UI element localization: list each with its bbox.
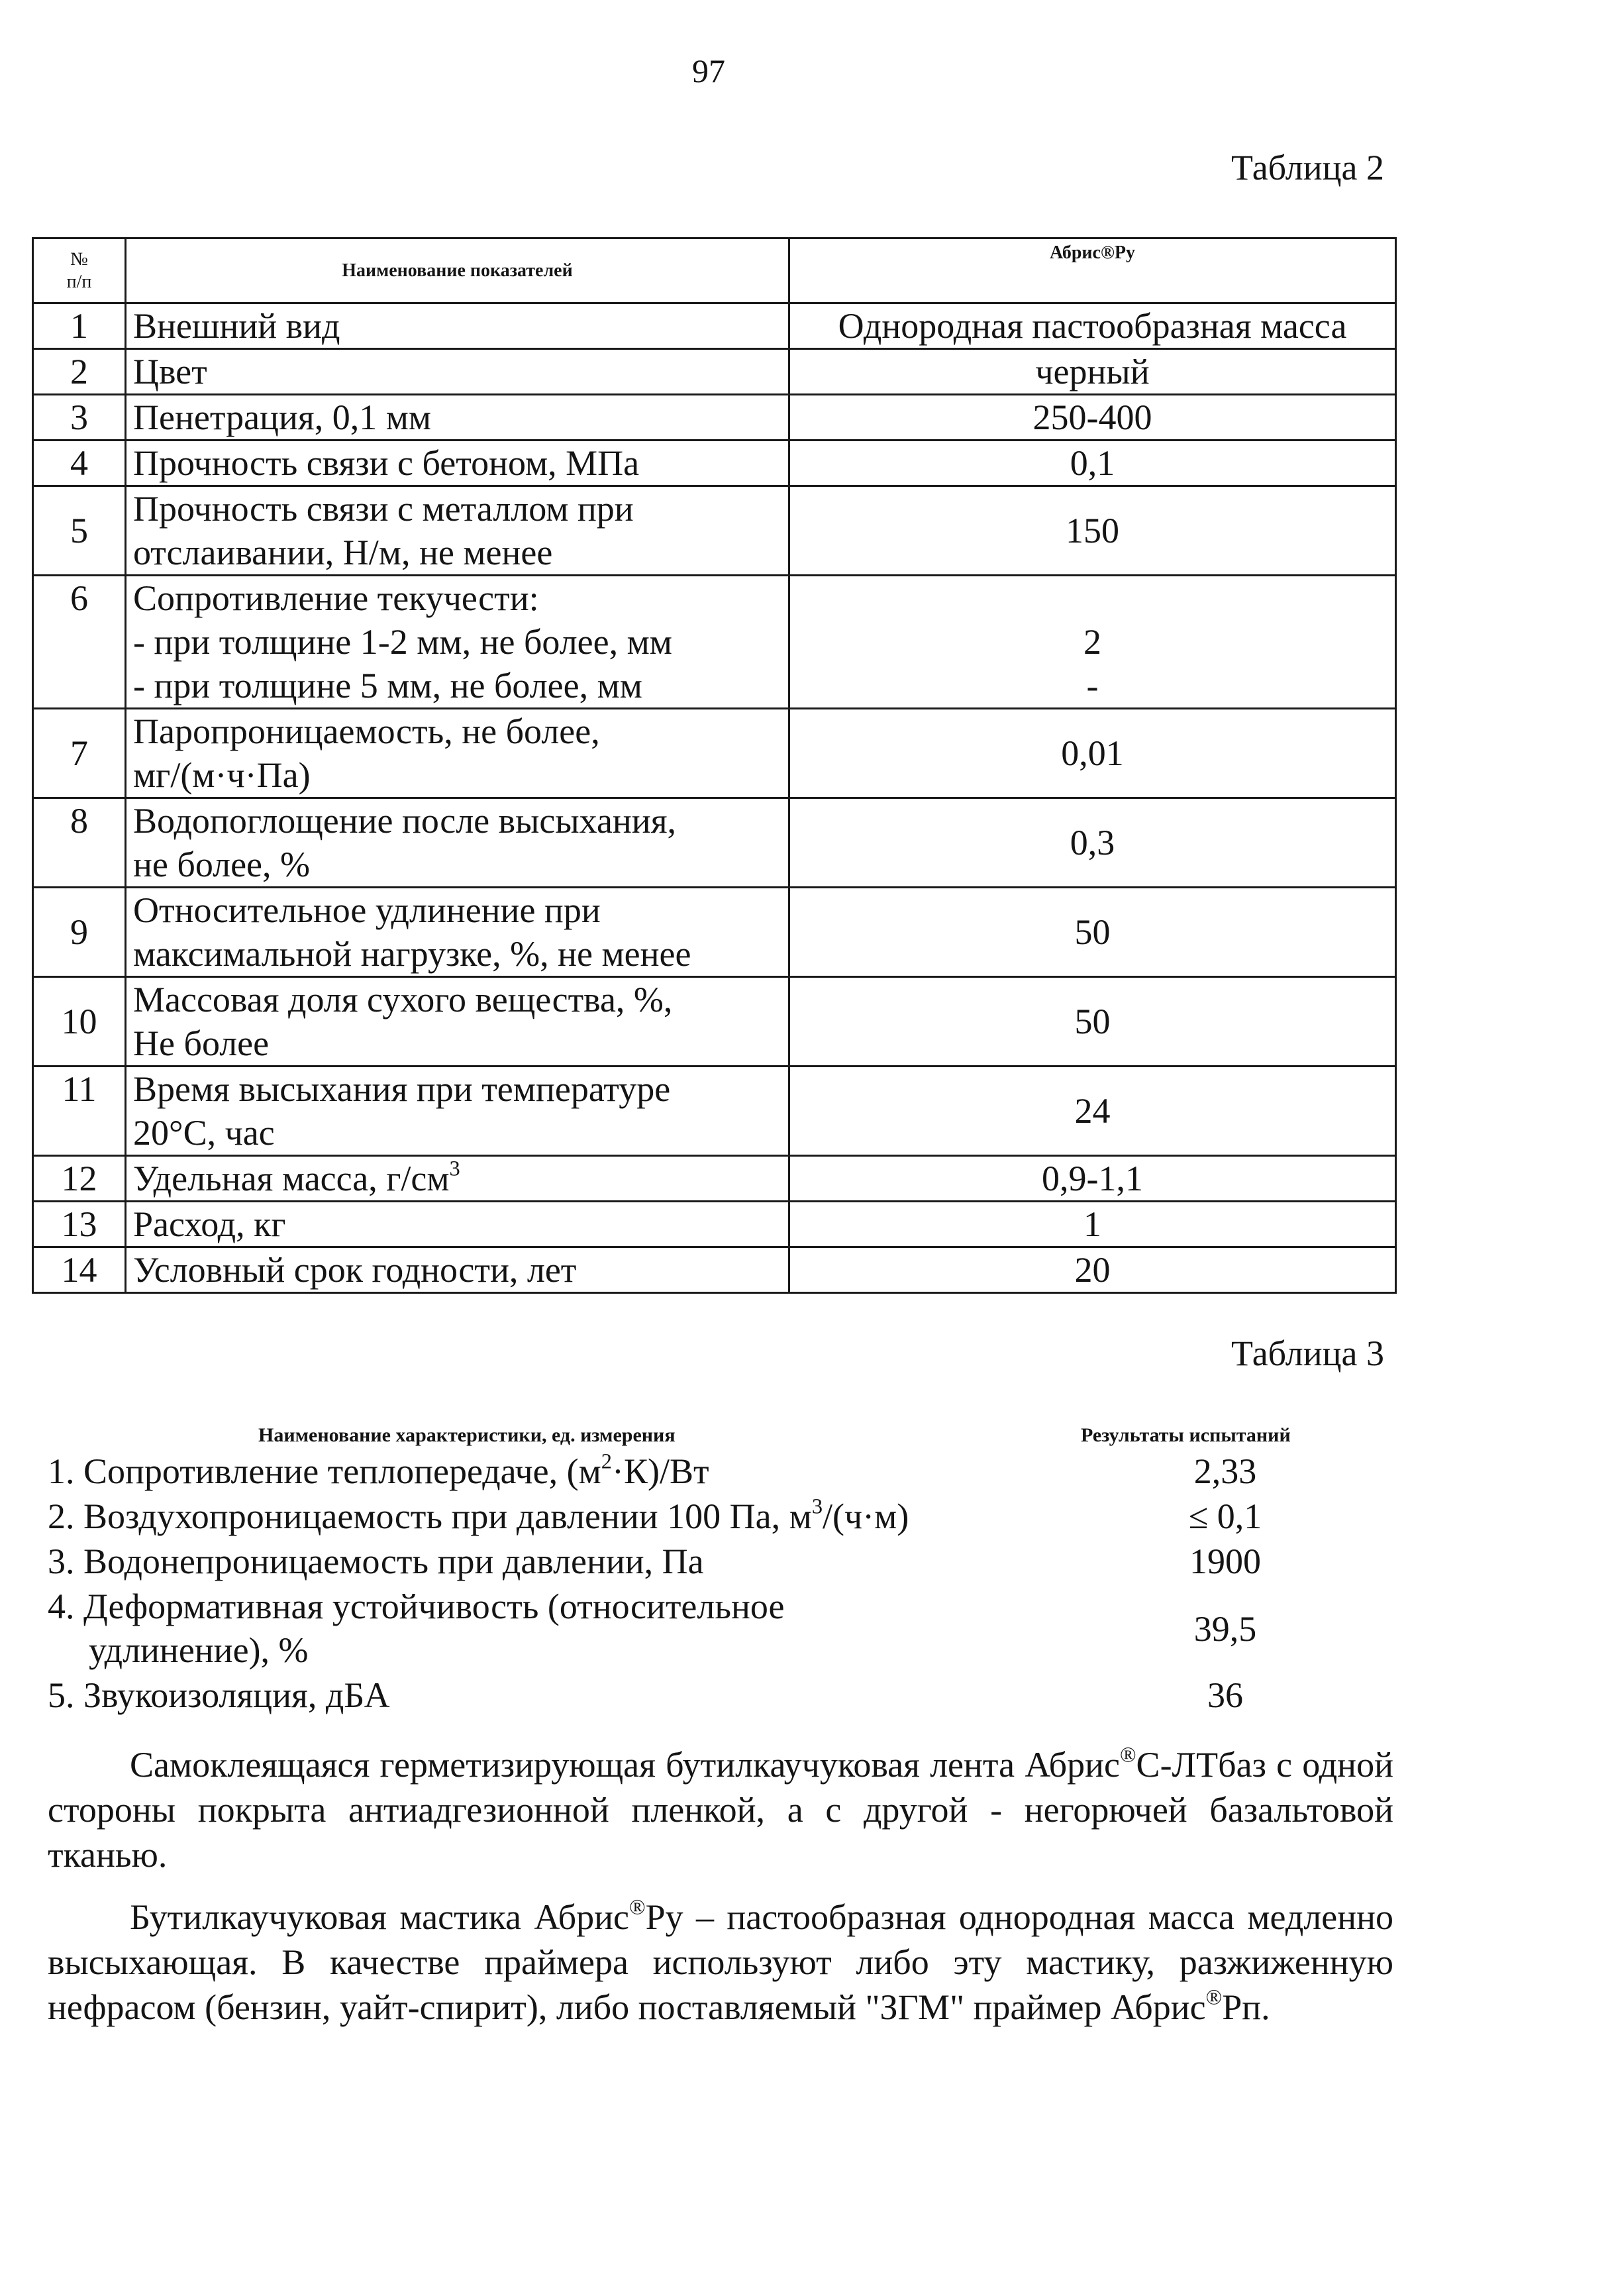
row-value: 2 -: [789, 576, 1396, 709]
table-3-header-result: Результаты испытаний: [1081, 1424, 1291, 1446]
row-number: 1: [33, 303, 126, 349]
row-name: Сопротивление текучести: - при толщине 1-2 мм, не более, мм - при толщине 5 мм, не более, мм: [126, 576, 789, 709]
table-3-header-name: Наименование характеристики, ед. измерения: [258, 1424, 676, 1446]
row-value: 50: [789, 888, 1396, 977]
header-number: № п/п: [33, 238, 126, 303]
row-value: 250-400: [789, 395, 1396, 441]
test-result-label: 2. Воздухопроницаемость при давлении 100 Па, $м^3/(ч\cdot м)$: [48, 1494, 909, 1536]
row-name: Цвет: [126, 349, 789, 395]
row-value: Однородная пастообразная масса: [789, 303, 1396, 349]
paragraph-tape-description: Самоклеящаяся герметизирующая бутилкаучуковая лента Абрис®С-ЛТбаз с одной стороны покрыта антиадгезионной пленкой, а с другой - негорючей базальтовой тканью.: [48, 1743, 1393, 1875]
row-value: черный: [789, 349, 1396, 395]
paragraph-mastic-description: Бутилкаучуковая мастика Абрис®Ру – пастообразная однородная масса медленно высыхающая. В качестве праймера используют либо эту мастику, разжиженную нефрасом (бензин, уайт-спирит), либо поставляемый "ЗГМ" праймер Абрис®Рп.: [48, 1895, 1393, 2027]
test-result-value: 39,5: [1193, 1609, 1257, 1649]
test-result-value: 36: [1207, 1675, 1243, 1715]
row-number: 8: [33, 798, 126, 888]
row-value: 150: [789, 486, 1396, 576]
table-row: [33, 486, 1396, 576]
row-number: 12: [33, 1156, 126, 1202]
test-result-label: 1. Сопротивление теплопередаче, $(м^2\cdot К)/Вт$: [48, 1449, 709, 1491]
table-row: [33, 441, 1396, 486]
properties-table: [32, 237, 1397, 1294]
row-number: 4: [33, 441, 126, 486]
row-value: 20: [789, 1247, 1396, 1293]
row-name: Относительное удлинение при максимальной нагрузке, %, не менее: [126, 888, 789, 977]
table-row: [33, 576, 1396, 709]
table-row: [33, 1202, 1396, 1247]
row-number: 13: [33, 1202, 126, 1247]
test-result-value: 2,33: [1193, 1451, 1257, 1491]
test-result-value: ≤ 0,1: [1188, 1496, 1262, 1536]
test-result-label: 3. Водонепроницаемость при давлении, Па: [48, 1541, 704, 1581]
table-header-row: [33, 238, 1396, 303]
test-result-value: 1900: [1189, 1541, 1261, 1581]
table-row: [33, 395, 1396, 441]
row-value: 1: [789, 1202, 1396, 1247]
row-name: Время высыхания при температуре 20°С, час: [126, 1067, 789, 1156]
row-number: 2: [33, 349, 126, 395]
page-number: 97: [692, 52, 725, 89]
row-number: 11: [33, 1067, 126, 1156]
row-value: 50: [789, 977, 1396, 1067]
row-number: 3: [33, 395, 126, 441]
row-name: Прочность связи с металлом при отслаивании, Н/м, не менее: [126, 486, 789, 576]
row-name: Расход, кг: [126, 1202, 789, 1247]
row-name: Паропроницаемость, не более, мг/(м·ч·Па): [126, 709, 789, 798]
table-row: [33, 1067, 1396, 1156]
row-number: 5: [33, 486, 126, 576]
table-row: [33, 798, 1396, 888]
row-value: 0,9-1,1: [789, 1156, 1396, 1202]
row-value: 24: [789, 1067, 1396, 1156]
row-name: Внешний вид: [126, 303, 789, 349]
header-indicator-name: Наименование показателей: [126, 238, 789, 303]
row-value: 0,3: [789, 798, 1396, 888]
table-3-caption: Таблица 3: [1231, 1333, 1384, 1373]
table-row: [33, 349, 1396, 395]
row-number: 7: [33, 709, 126, 798]
row-number: 9: [33, 888, 126, 977]
row-name: Прочность связи с бетоном, МПа: [126, 441, 789, 486]
row-name: Удельная масса, $г/см^3$: [126, 1156, 789, 1202]
table-row: [33, 1247, 1396, 1293]
row-name: Водопоглощение после высыхания, не более, %: [126, 798, 789, 888]
row-name: Пенетрация, 0,1 мм: [126, 395, 789, 441]
row-name: Условный срок годности, лет: [126, 1247, 789, 1293]
table-row: [33, 1156, 1396, 1202]
row-name: Массовая доля сухого вещества, %, Не более: [126, 977, 789, 1067]
table-row: [33, 303, 1396, 349]
row-value: 0,1: [789, 441, 1396, 486]
test-result-label: 4. Деформативная устойчивость (относительное удлинение), %: [48, 1587, 785, 1670]
header-product-name: Абрис®Ру: [789, 238, 1396, 303]
table-row: [33, 977, 1396, 1067]
row-number: 6: [33, 576, 126, 709]
test-result-label: 5. Звукоизоляция, дБА: [48, 1675, 390, 1715]
row-number: 14: [33, 1247, 126, 1293]
row-number: 10: [33, 977, 126, 1067]
row-value: 0,01: [789, 709, 1396, 798]
table-row: [33, 709, 1396, 798]
table-row: [33, 888, 1396, 977]
table-2-caption: Таблица 2: [1231, 148, 1384, 187]
